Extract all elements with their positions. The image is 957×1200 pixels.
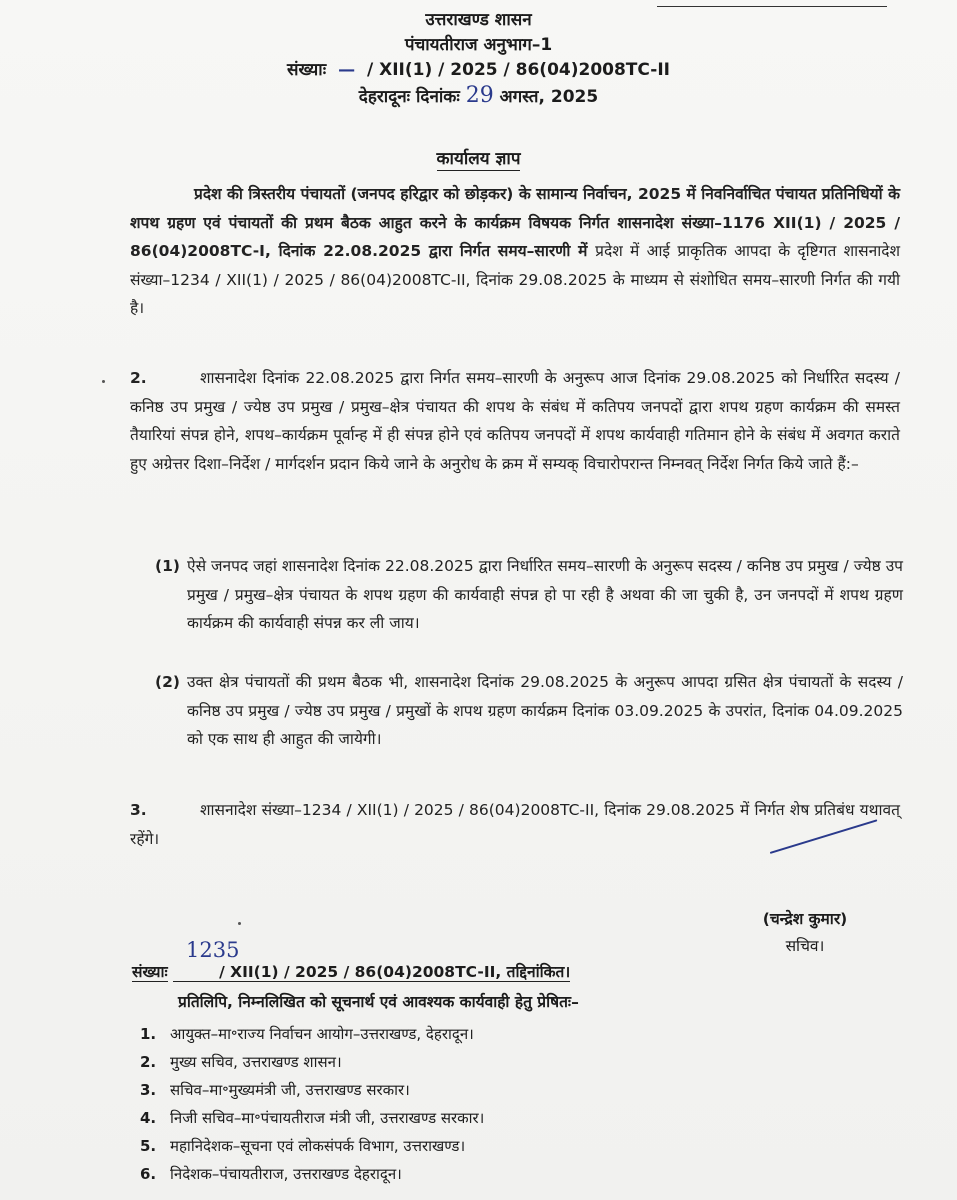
paragraph-3-number: 3. [130, 801, 147, 819]
handwritten-day: 29 [465, 83, 494, 108]
place-date-line [0, 84, 957, 109]
item-text: महानिदेशक–सूचना एवं लोकसंपर्क विभाग, उत्तराखण्ड। [170, 1137, 466, 1155]
item-number: 4. [140, 1109, 157, 1127]
subpoint-label: (1) [155, 557, 180, 575]
memo-title-text: कार्यालय ज्ञाप [436, 149, 521, 169]
item-text: निजी सचिव–मा॰पंचायतीराज मंत्री जी, उत्तराखण्ड सरकार। [170, 1109, 485, 1127]
signatory-block [740, 906, 870, 960]
number-label: संख्याः [287, 60, 327, 80]
government-name: उत्तराखण्ड शासन [425, 10, 532, 30]
item-text: सचिव–मा॰मुख्यमंत्री जी, उत्तराखण्ड सरकार। [170, 1081, 410, 1099]
subpoint-text: उक्त क्षेत्र पंचायतों की प्रथम बैठक भी, शासनादेश दिनांक 29.08.2025 के अनुरूप आपदा ग्रसित क्षेत्र पंचायतों के सदस्य / कनिष्ठ उप प्रमुख / ज्येष्ठ उप प्रमुख / प्रमुखों के शपथ ग्रहण कार्यक्रम दिनांक 03.09.2025 के उपरांत, दिनांक 04.09.2025 को एक साथ ही आहुत की जायेगी। [187, 673, 903, 749]
item-number: 3. [140, 1081, 157, 1099]
item-number: 1. [140, 1025, 157, 1043]
paragraph-2-number: 2. [130, 369, 147, 387]
list-item [140, 1132, 484, 1160]
item-number: 2. [140, 1053, 157, 1071]
copy-recipient-list [140, 1020, 484, 1188]
reference-line [132, 960, 570, 982]
item-text: निदेशक–पंचायतीराज, उत्तराखण्ड देहरादून। [170, 1165, 402, 1183]
reference-text: / XII(1) / 2025 / 86(04)2008TC-II, तद्दिनांकित। [219, 963, 571, 981]
place-date-label: देहरादूनः दिनांकः [358, 87, 460, 107]
copy-intro: प्रतिलिपि, निम्नलिखित को सूचनार्थ एवं आवश्यक कार्यवाही हेतु प्रेषितः– [178, 993, 579, 1011]
list-item [140, 1048, 484, 1076]
list-item [140, 1160, 484, 1188]
paragraph-1 [130, 180, 900, 323]
subpoint-label: (2) [155, 673, 180, 691]
paragraph-1-regular: प्रदेश में आई प्राकृतिक आपदा के दृष्टिगत शासनादेश संख्या–1234 / XII(1) / 2025 / 86(04)2008TC-II, दिनांक 29.08.2025 के माध्यम से संशोधित समय–सारणी निर्गत की गयी है। [130, 242, 900, 318]
list-item [140, 1104, 484, 1132]
order-number-line [0, 58, 957, 82]
subpoint-1 [155, 552, 903, 638]
list-item [140, 1076, 484, 1104]
item-text: मुख्य सचिव, उत्तराखण्ड शासन। [170, 1053, 342, 1071]
reference-blank [173, 963, 219, 982]
signatory-designation: सचिव। [785, 937, 825, 955]
memo-title [0, 146, 957, 169]
paragraph-2 [130, 364, 900, 478]
subpoint-text: ऐसे जनपद जहां शासनादेश दिनांक 22.08.2025 द्वारा निर्धारित समय–सारणी के अनुरूप सदस्य / कनिष्ठ उप प्रमुख / ज्येष्ठ उप प्रमुख / प्रमुख–क्षेत्र पंचायत के शपथ ग्रहण की कार्यवाही संपन्न हो पा रही है अथवा की जा चुकी है, उन जनपदों में शपथ ग्रहण कार्यक्रम की कार्यवाही संपन्न कर ली जाय। [187, 557, 903, 633]
paper-speck [238, 922, 241, 925]
list-item [140, 1020, 484, 1048]
paragraph-2-text: शासनादेश दिनांक 22.08.2025 द्वारा निर्गत समय–सारणी के अनुरूप आज दिनांक 29.08.2025 को निर्धारित सदस्य / कनिष्ठ उप प्रमुख / ज्येष्ठ उप प्रमुख / प्रमुख–क्षेत्र पंचायत की शपथ के संबंध में कतिपय जनपदों द्वारा शपथ ग्रहण कार्यक्रम की समस्त तैयारियां संपन्न होने, शपथ–कार्यक्रम पूर्वान्ह में ही संपन्न होने एवं कतिपय जनपदों में शपथ कार्यवाही गतिमान होने के संबंध में अवगत कराते हुए अग्रेत्तर दिशा–निर्देश / मार्गदर्शन प्रदान किये जाने के अनुरोध के क्रम में सम्यक् विचारोपरान्त निम्नवत् निर्देश निर्गत किये जाते हैं:– [130, 369, 900, 473]
subpoint-2 [155, 668, 903, 754]
reference-label: संख्याः [132, 963, 168, 981]
paragraph-1-bold: प्रदेश की त्रिस्तरीय पंचायतों (जनपद हरिद्वार को छोड़कर) के सामान्य निर्वाचन, 2025 में निवनिर्वाचित पंचायत प्रतिनिधियों के शपथ ग्रहण एवं पंचायतों की प्रथम बैठक आहुत करने के कार्यक्रम विषयक निर्गत शासनादेश संख्या–1176 XII(1) / 2025 / 86(04)2008TC-I, दिनांक 22.08.2025 द्वारा निर्गत समय–सारणी में [130, 185, 900, 261]
handwritten-reference-number: 1235 [186, 938, 240, 962]
paper-speck [102, 380, 105, 383]
item-number: 5. [140, 1137, 157, 1155]
paragraph-3-text: शासनादेश संख्या–1234 / XII(1) / 2025 / 86(04)2008TC-II, दिनांक 29.08.2025 में निर्गत शेष प्रतिबंध यथावत् रहेंगे। [130, 801, 900, 848]
item-text: आयुक्त–मा॰राज्य निर्वाचन आयोग–उत्तराखण्ड, देहरादून। [170, 1025, 474, 1043]
paragraph-3 [130, 796, 900, 853]
date-month-year: अगस्त, 2025 [499, 87, 599, 107]
section-name: पंचायतीराज अनुभाग–1 [404, 35, 553, 55]
cropped-top-text [657, 0, 887, 7]
item-number: 6. [140, 1165, 157, 1183]
signatory-name: (चन्द्रेश कुमार) [762, 910, 848, 928]
number-reference: / XII(1) / 2025 / 86(04)2008TC-II [366, 60, 670, 80]
number-blank: — [338, 60, 356, 80]
